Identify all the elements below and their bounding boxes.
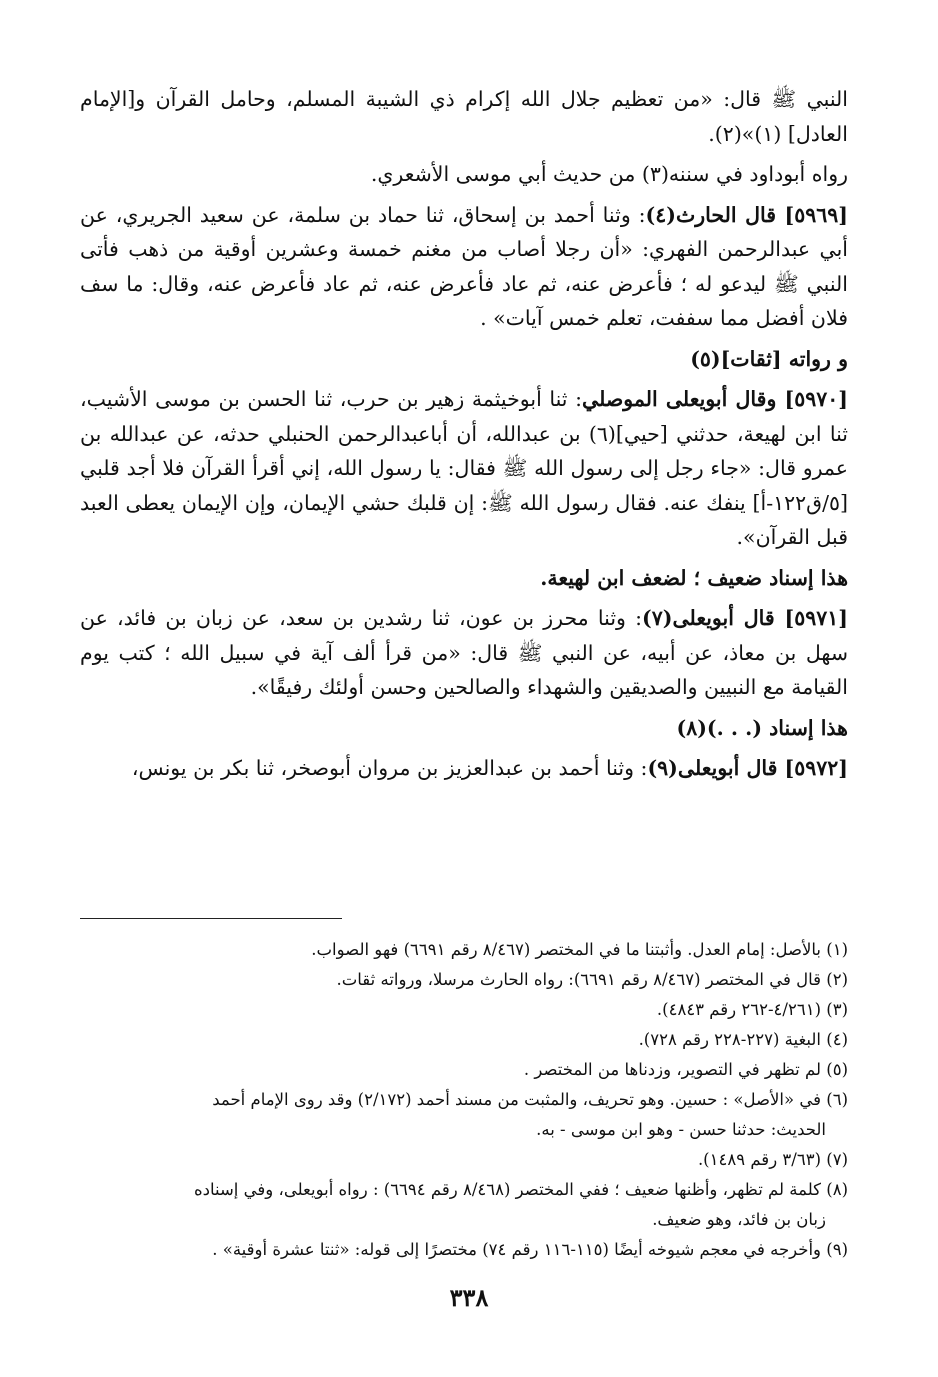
hadith-text-5969: : وثنا أحمد بن إسحاق، ثنا حماد بن سلمة، عن سعيد الجريري، عن أبي عبدالرحمن الفهري: «أن رجلا أصاب من مغنم خمسة وعشرين أوقية من ذهب فأتى النبي ﷺ ليدعو له ؛ فأعرض عنه، ثم عاد فأعرض عنه، ثم عاد فأعرض عنه، وقال: ما سف فلان أفضل مما سففت، تعلم خمس آيات» . xyxy=(80,202,848,330)
hadith-number-5972: [٥٩٧٢] قال أبويعلى(٩) xyxy=(647,756,848,780)
footnote-9: (٩) وأخرجه في معجم شيوخه أيضًا (١١٥-١١٦ رقم ٧٤) مختصرًا إلى قوله: «ثنتا عشرة أوقية» . xyxy=(212,1240,848,1259)
paragraph-narrators-note: و رواته [ثقات](٥) xyxy=(690,346,848,371)
footnote-8-line-2: زبان بن فائد، وهو ضعيف. xyxy=(652,1210,826,1229)
footnote-3: (٣) (٤/٢٦١-٢٦٢ رقم ٤٨٤٣). xyxy=(656,1000,848,1019)
hadith-text-5972: : وثنا أحمد بن عبدالعزيز بن مروان أبوصخر، ثنا بكر بن يونس، xyxy=(131,756,648,780)
paragraph-hadith-continuation: النبي ﷺ قال: «من تعظيم جلال الله إكرام ذي الشيبة المسلم، وحامل القرآن و[الإمام العادل] (١)»(٢). xyxy=(80,87,848,146)
paragraph-5971 xyxy=(80,601,848,705)
footnote-6-line-2: الحديث: حدثنا حسن - وهو ابن موسى - به. xyxy=(536,1120,826,1139)
hadith-text-5970: : ثنا أبوخيثمة زهير بن حرب، ثنا الحسن بن موسى الأشيب، ثنا ابن لهيعة، حدثني [حيي](٦) بن عبدالله، أن أباعبدالرحمن الحنبلي حدثه، عن عبدالله بن عمرو قال: «جاء رجل إلى رسول الله ﷺ فقال: يا رسول الله، إني أقرأ القرآن فلا أجد قلبي [٥/ق١٢٢-أ] ينفك عنه. فقال رسول الله ﷺ: إن قلبك حشي الإيمان، وإن الإيمان يعطى العبد قبل القرآن». xyxy=(80,387,848,549)
footnote-7: (٧) (٣/٦٣ رقم ١٤٨٩). xyxy=(697,1150,848,1169)
footnote-6-line-1: (٦) في «الأصل» : حسين. وهو تحريف، والمثبت من مسند أحمد (٢/١٧٢) وقد روى الإمام أحمد xyxy=(212,1090,848,1109)
footnotes xyxy=(80,935,848,1265)
paragraph-5969 xyxy=(80,198,848,336)
main-text xyxy=(80,82,848,792)
paragraph-isnad-weak: هذا إسناد ضعيف ؛ لضعف ابن لهيعة. xyxy=(540,565,848,590)
hadith-number-5970: [٥٩٧٠] وقال أبويعلى الموصلي xyxy=(581,387,848,411)
hadith-text-5971: : وثنا محرز بن عون، ثنا رشدين بن سعد، عن زبان بن فائد، عن سهل بن معاذ، عن أبيه، عن النبي ﷺ قال: «من قرأ ألف آية في سبيل الله ؛ كتب يوم القيامة مع النبيين والصديقين والشهداء والصالحين وحسن أولئك رفيقًا». xyxy=(80,606,848,699)
footnote-2: (٢) قال في المختصر (٨/٤٦٧ رقم ٦٦٩١): رواه الحارث مرسلا، ورواته ثقات. xyxy=(336,970,848,989)
footnote-1: (١) بالأصل: إمام العدل. وأثبتنا ما في المختصر (٨/٤٦٧ رقم ٦٦٩١) فهو الصواب. xyxy=(311,940,848,959)
footnote-8 xyxy=(80,1175,848,1235)
footnote-4: (٤) البغية (٢٢٧-٢٢٨ رقم ٧٢٨). xyxy=(638,1030,848,1049)
footnote-separator xyxy=(80,918,342,919)
paragraph-5970 xyxy=(80,382,848,555)
footnote-8-line-1: (٨) كلمة لم تظهر، وأظنها ضعيف ؛ ففي المختصر (٨/٤٦٨ رقم ٦٦٩٤) : رواه أبويعلى، وفي إسناده xyxy=(193,1180,848,1199)
hadith-number-5969: [٥٩٦٩] قال الحارث(٤) xyxy=(645,202,848,227)
hadith-number-5971: [٥٩٧١] قال أبويعلى(٧) xyxy=(642,606,848,630)
paragraph-5972 xyxy=(80,751,848,786)
footnote-5: (٥) لم تظهر في التصوير، وزدناها من المختصر . xyxy=(523,1060,848,1079)
paragraph-isnad-missing: هذا إسناد (. . .)(٨) xyxy=(676,715,848,740)
page-number: ٣٣٨ xyxy=(449,1283,489,1312)
paragraph-source: رواه أبوداود في سننه(٣) من حديث أبي موسى الأشعري. xyxy=(370,162,848,186)
footnote-6 xyxy=(80,1085,848,1145)
